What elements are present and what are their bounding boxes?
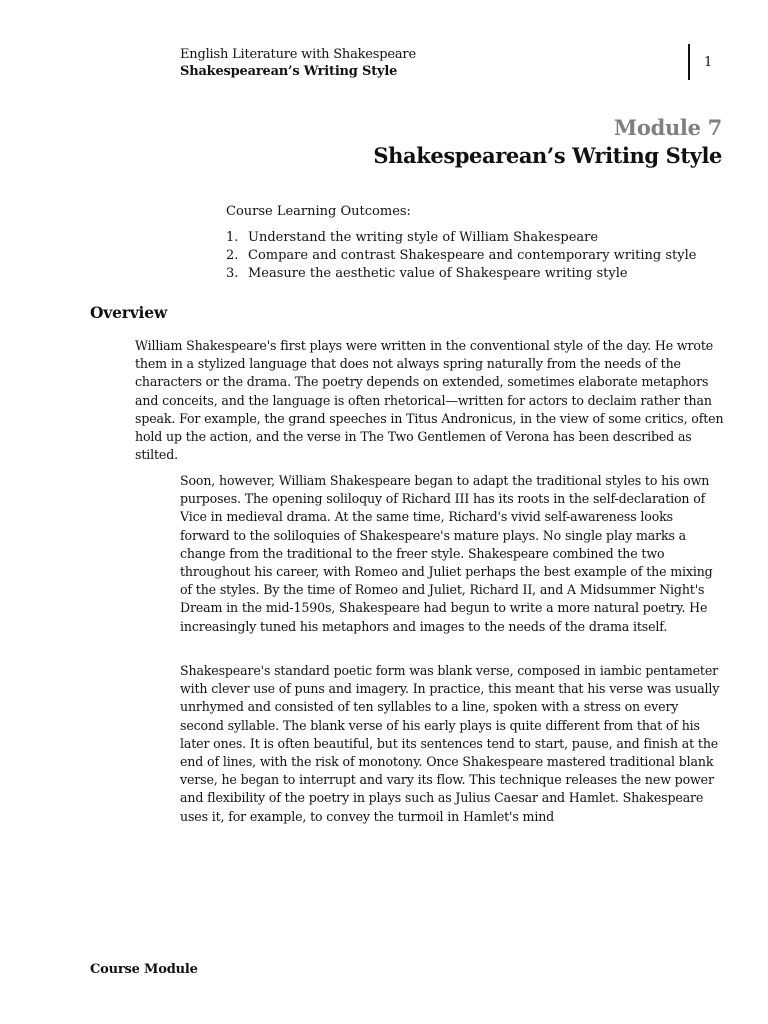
outcome-item (226, 247, 696, 265)
outcomes-heading: Course Learning Outcomes: (226, 204, 411, 219)
overview-heading: Overview (90, 303, 168, 322)
outcome-number: 1. (226, 230, 239, 245)
overview-paragraph: William Shakespeare's first plays were written in the conventional style of the day. He wrote them in a stylized language that does not always spring naturally from the needs of the characters or the drama. The poetry depends on extended, sometimes elaborate metaphors and conceits, and the language is often rhetorical—written for actors to declaim rather than speak. For example, the grand speeches in Titus Andronicus, in the view of some critics, often hold up the action, and the verse in The Two Gentlemen of Verona has been described as stilted. (135, 338, 724, 463)
module-label: Module 7 (613, 115, 722, 140)
overview-paragraph: Soon, however, William Shakespeare began to adapt the traditional styles to his own purposes. The opening soliloquy of Richard III has its roots in the self-declaration of Vice in medieval drama. At the same time, Richard's vivid self-awareness looks forward to the soliloquies of Shakespeare's mature plays. No single play marks a change from the traditional to the freer style. Shakespeare combined the two throughout his career, with Romeo and Juliet perhaps the best example of the mixing of the styles. By the time of Romeo and Juliet, Richard II, and A Midsummer Night's Dream in the mid-1590s, Shakespeare had begun to write a more natural poetry. He increasingly tuned his metaphors and images to the needs of the drama itself. (180, 473, 713, 634)
outcome-item (226, 229, 696, 247)
overview-paragraph: Shakespeare's standard poetic form was blank verse, composed in iambic pentameter with clever use of puns and imagery. In practice, this meant that his verse was usually unrhymed and consisted of ten syllables to a line, spoken with a stress on every second syllable. The blank verse of his early plays is quite different from that of his later ones. It is often beautiful, but its sentences tend to start, pause, and finish at the end of lines, with the risk of monotony. Once Shakespeare mastered traditional blank verse, he began to interrupt and vary its flow. This technique releases the new power and flexibility of the poetry in plays such as Julius Caesar and Hamlet. Shakespeare uses it, for example, to convey the turmoil in Hamlet's mind (180, 663, 720, 824)
outcome-text: Measure the aesthetic value of Shakespeare writing style (248, 266, 628, 282)
module-title: Shakespearean’s Writing Style (373, 143, 722, 168)
outcome-text: Understand the writing style of William Shakespeare (248, 230, 599, 245)
header-divider (688, 44, 690, 80)
page-number: 1 (704, 55, 713, 70)
header-course-title: English Literature with Shakespeare (180, 47, 416, 62)
outcome-number: 3. (226, 266, 239, 282)
outcome-number: 2. (226, 248, 239, 264)
outcome-text: Compare and contrast Shakespeare and contemporary writing style (248, 248, 697, 264)
header-module-subtitle: Shakespearean’s Writing Style (180, 64, 398, 79)
outcome-item (226, 265, 696, 283)
footer-label: Course Module (90, 962, 198, 977)
outcomes-list (226, 229, 696, 284)
